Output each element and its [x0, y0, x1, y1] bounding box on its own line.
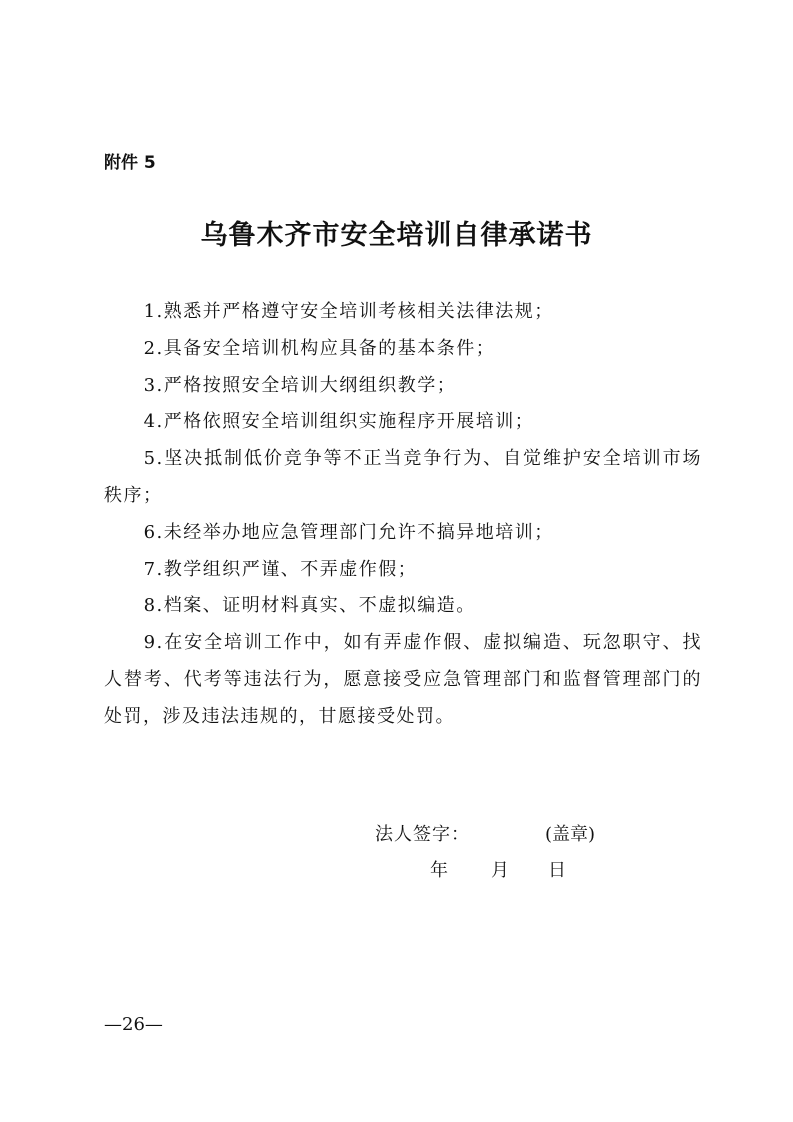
commitment-item-9: 9.在安全培训工作中，如有弄虚作假、虚拟编造、玩忽职守、找人替考、代考等违法行为，愿意接受应急管理部门和监督管理部门的处罚，涉及违法违规的，甘愿接受处罚。 — [104, 632, 702, 727]
year-label: 年 — [430, 860, 448, 881]
commitment-item-4: 4.严格依照安全培训组织实施程序开展培训； — [143, 411, 535, 433]
month-label: 月 — [491, 860, 509, 881]
commitment-item-6: 6.未经举办地应急管理部门允许不搞异地培训； — [143, 521, 554, 543]
commitment-item-3: 3.严格按照安全培训大纲组织教学； — [143, 374, 457, 396]
commitment-item-7: 7.教学组织严谨、不弄虚作假； — [143, 558, 418, 580]
commitment-item-5: 5.坚决抵制低价竞争等不正当竞争行为、自觉维护安全培训市场秩序； — [104, 448, 702, 506]
legal-person-signature-label: 法人签字： — [375, 824, 470, 845]
commitment-item-2: 2.具备安全培训机构应具备的基本条件； — [143, 337, 496, 359]
day-label: 日 — [548, 860, 566, 881]
attachment-label: 附件 5 — [104, 153, 156, 173]
commitment-item-8: 8.档案、证明材料真实、不虚拟编造。 — [143, 595, 476, 617]
commitment-list — [104, 294, 702, 736]
commitment-item-1: 1.熟悉并严格遵守安全培训考核相关法律法规； — [143, 301, 554, 322]
seal-label: (盖章) — [545, 824, 596, 845]
page-number: —26— — [104, 1014, 163, 1035]
document-title: 乌鲁木齐市安全培训自律承诺书 — [200, 220, 593, 251]
